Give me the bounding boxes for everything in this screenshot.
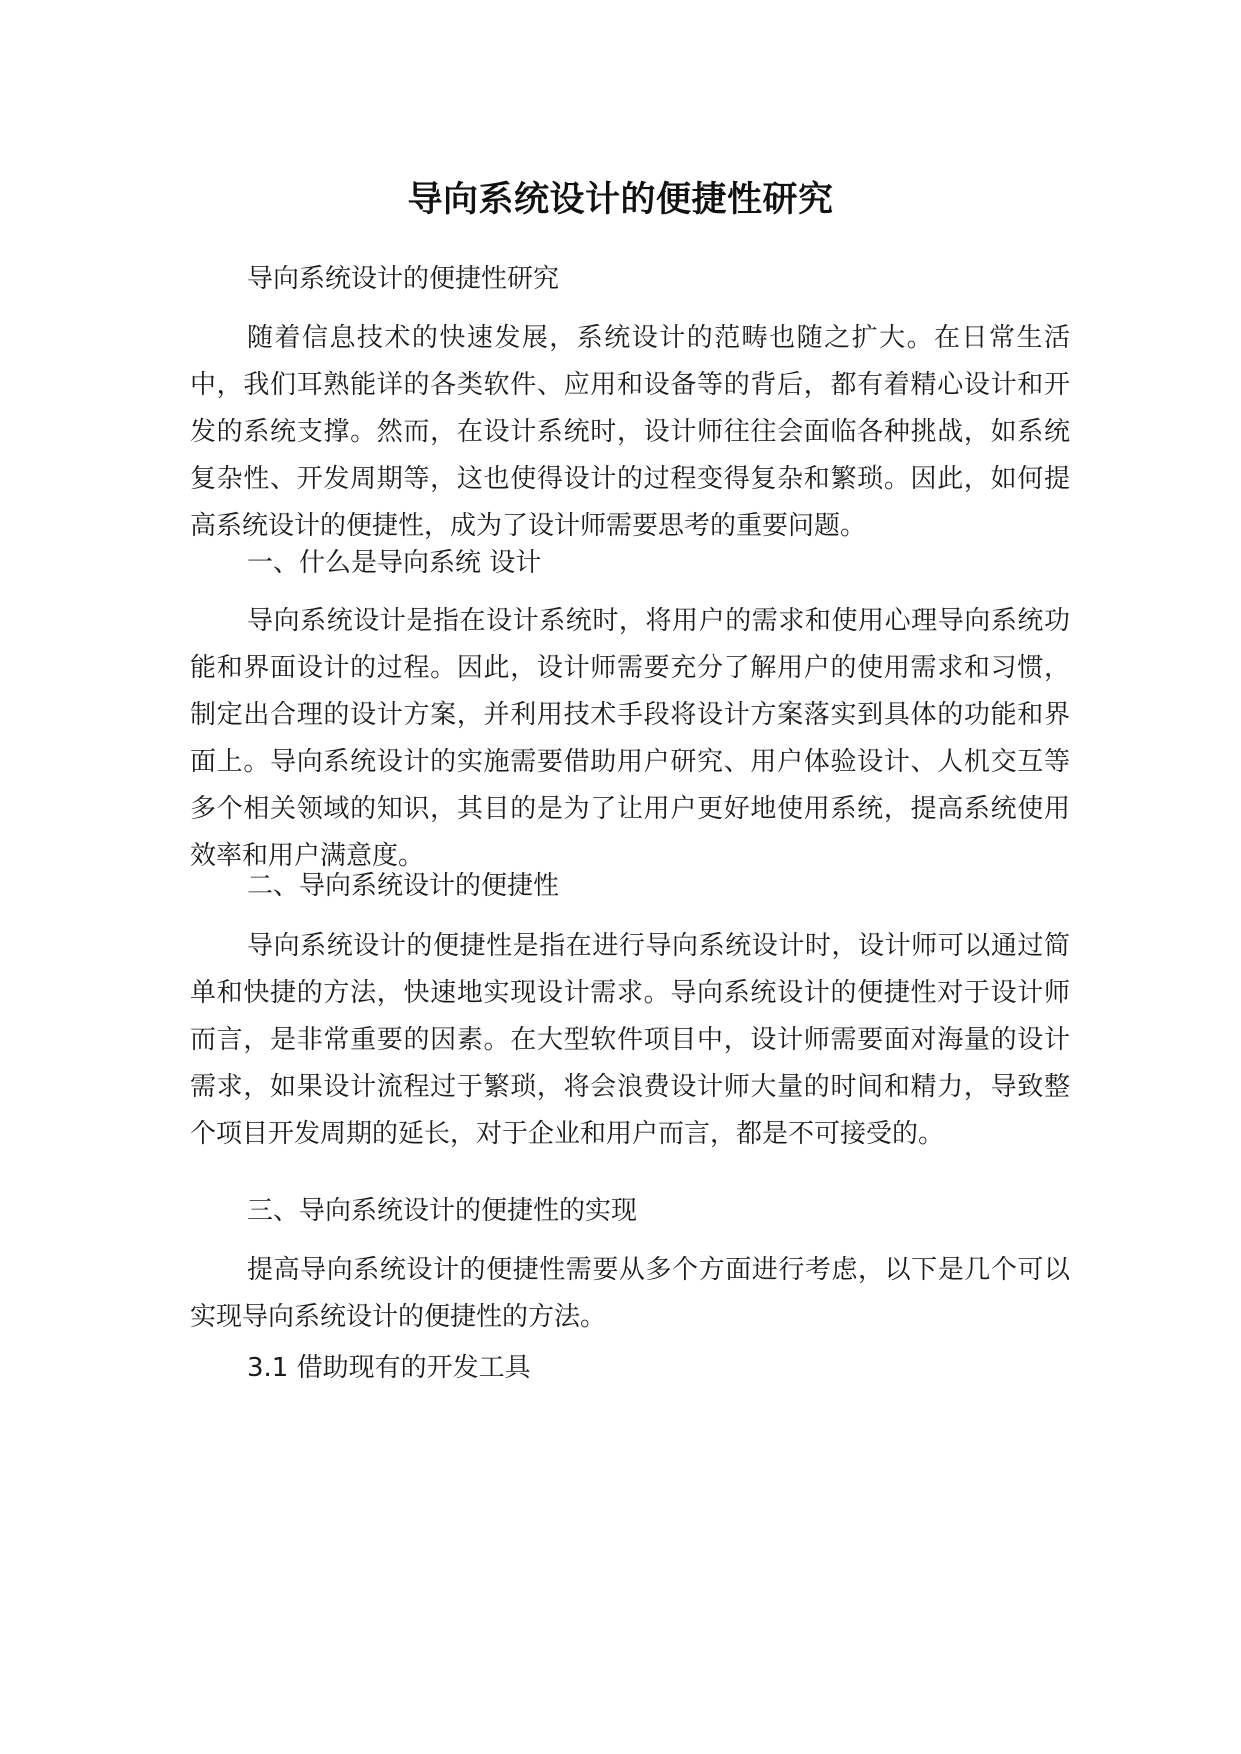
section-1-heading: 一、什么是导向系统 设计 [247, 548, 542, 578]
intro-paragraph: 随着信息技术的快速发展，系统设计的范畴也随之扩大。在日常生活中，我们耳熟能详的各类软件、应用和设备等的背后，都有着精心设计和开发的系统支撑。然而，在设计系统时，设计师往往会面临各种挑战，如系统复杂性、开发周期等，这也使得设计的过程变得复杂和繁琐。因此，如何提高系统设计的便捷性，成为了设计师需要思考的重要问题。 [190, 323, 1070, 541]
subsection-3-1-heading: 3.1 借助现有的开发工具 [247, 1353, 531, 1383]
section-3-paragraph: 提高导向系统设计的便捷性需要从多个方面进行考虑，以下是几个可以实现导向系统设计的便捷性的方法。 [190, 1255, 1070, 1332]
section-1-paragraph: 导向系统设计是指在设计系统时，将用户的需求和使用心理导向系统功能和界面设计的过程。因此，设计师需要充分了解用户的使用需求和习惯，制定出合理的设计方案，并利用技术手段将设计方案落实到具体的功能和界面上。导向系统设计的实施需要借助用户研究、用户体验设计、人机交互等多个相关领域的知识，其目的是为了让用户更好地使用系统，提高系统使用效率和用户满意度。 [190, 606, 1070, 871]
section-2-heading: 二、导向系统设计的便捷性 [247, 871, 560, 901]
section-3-heading: 三、导向系统设计的便捷性的实现 [247, 1196, 638, 1226]
subtitle-heading: 导向系统设计的便捷性研究 [247, 264, 560, 294]
document-title: 导向系统设计的便捷性研究 [407, 180, 834, 220]
section-2-paragraph: 导向系统设计的便捷性是指在进行导向系统设计时，设计师可以通过简单和快捷的方法，快速地实现设计需求。导向系统设计的便捷性对于设计师而言，是非常重要的因素。在大型软件项目中，设计师需要面对海量的设计需求，如果设计流程过于繁琐，将会浪费设计师大量的时间和精力，导致整个项目开发周期的延长，对于企业和用户而言，都是不可接受的。 [190, 931, 1070, 1149]
